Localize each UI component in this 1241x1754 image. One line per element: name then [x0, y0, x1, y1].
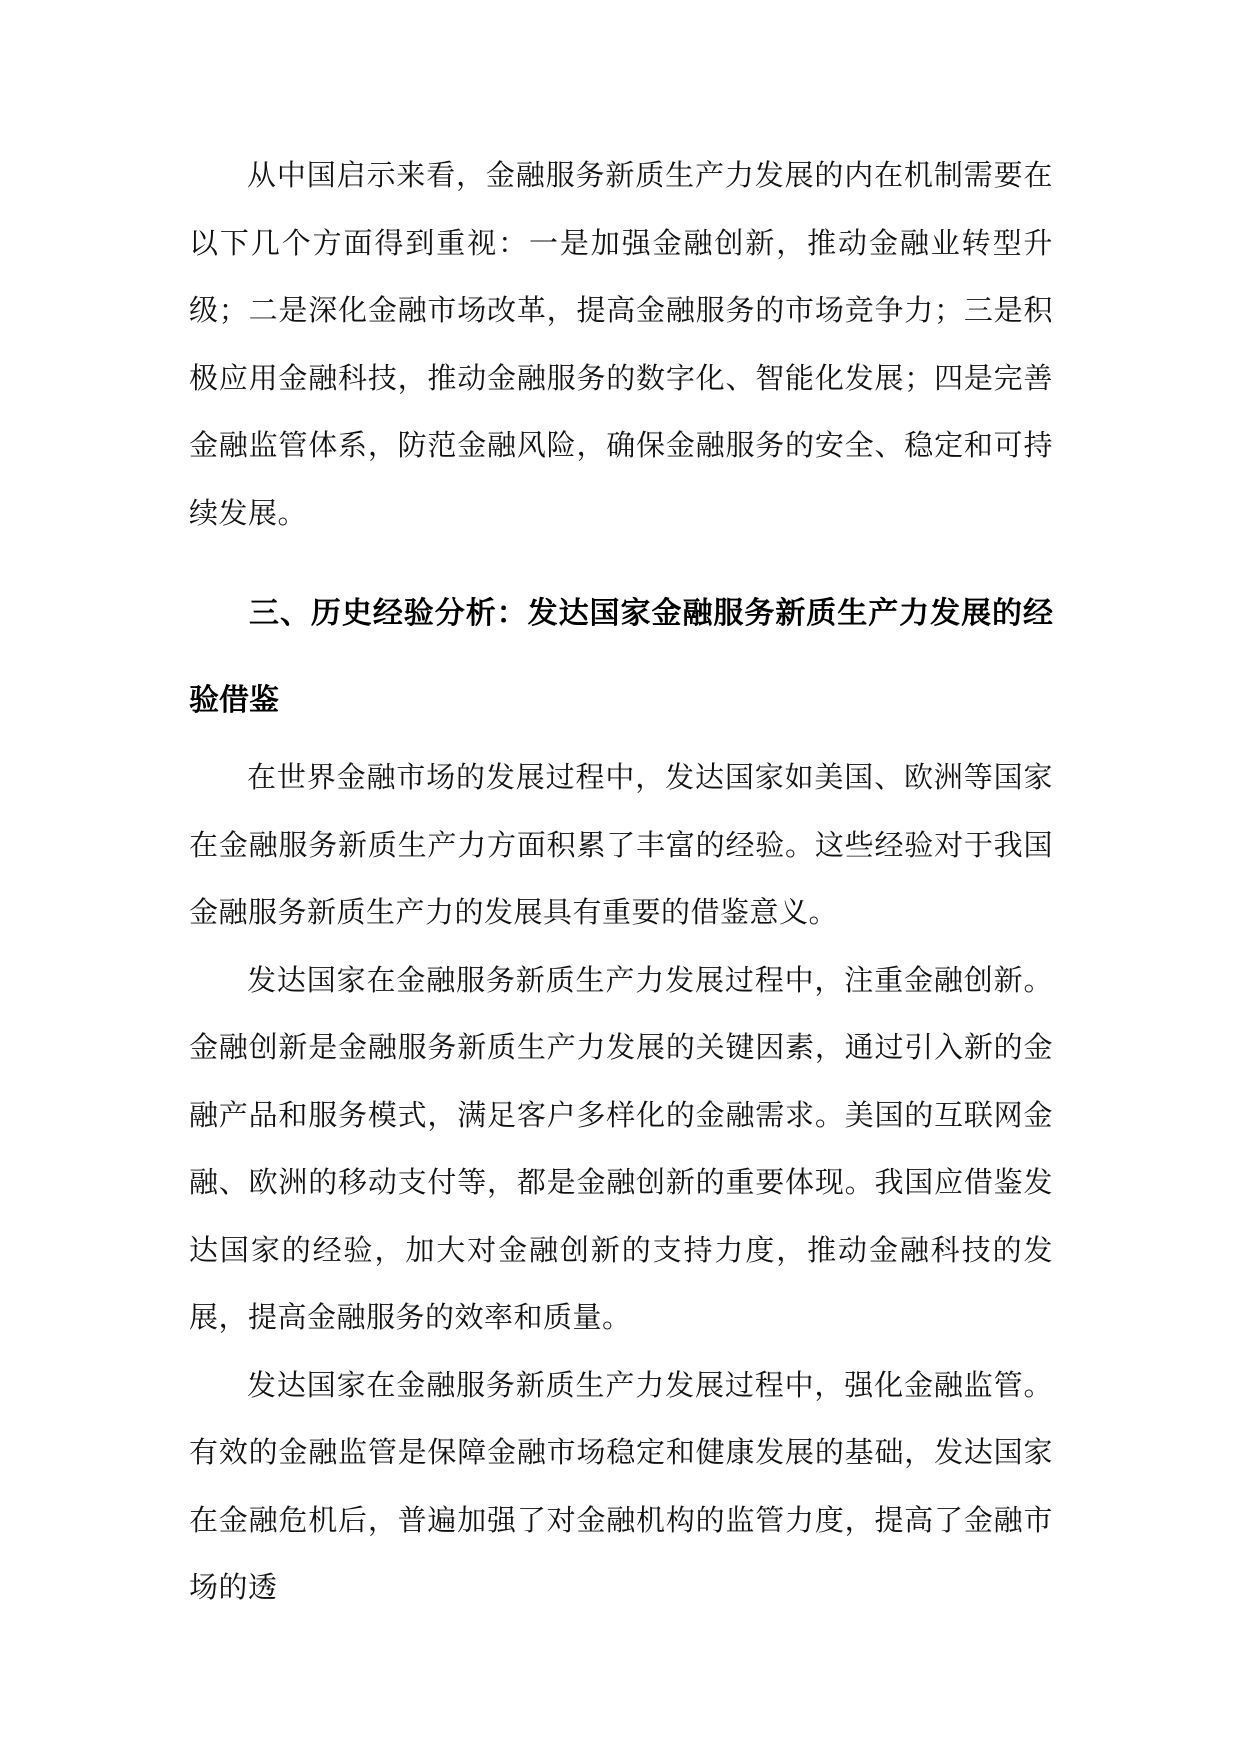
paragraph-china-insight: 从中国启示来看，金融服务新质生产力发展的内在机制需要在以下几个方面得到重视：一是加强金融创新，推动金融业转型升级；二是深化金融市场改革，提高金融服务的市场竞争力；三是积极应用金融科技，推动金融服务的数字化、智能化发展；四是完善金融监管体系，防范金融风险，确保金融服务的安全、稳定和可持续发展。 — [189, 158, 1053, 530]
paragraph-developed-countries-experience: 在世界金融市场的发展过程中，发达国家如美国、欧洲等国家在金融服务新质生产力方面积累了丰富的经验。这些经验对于我国金融服务新质生产力的发展具有重要的借鉴意义。 — [189, 760, 1053, 929]
paragraph-financial-regulation: 发达国家在金融服务新质生产力发展过程中，强化金融监管。有效的金融监管是保障金融市场稳定和健康发展的基础，发达国家在金融危机后，普遍加强了对金融机构的监管力度，提高了金融市场的透 — [189, 1367, 1053, 1604]
paragraph-financial-innovation: 发达国家在金融服务新质生产力发展过程中，注重金融创新。金融创新是金融服务新质生产力发展的关键因素，通过引入新的金融产品和服务模式，满足客户多样化的金融需求。美国的互联网金融、欧洲的移动支付等，都是金融创新的重要体现。我国应借鉴发达国家的经验，加大对金融创新的支持力度，推动金融科技的发展，提高金融服务的效率和质量。 — [189, 962, 1053, 1334]
section-heading: 三、历史经验分析：发达国家金融服务新质生产力发展的经验借鉴 — [189, 596, 1053, 718]
document-body — [189, 142, 1053, 1622]
